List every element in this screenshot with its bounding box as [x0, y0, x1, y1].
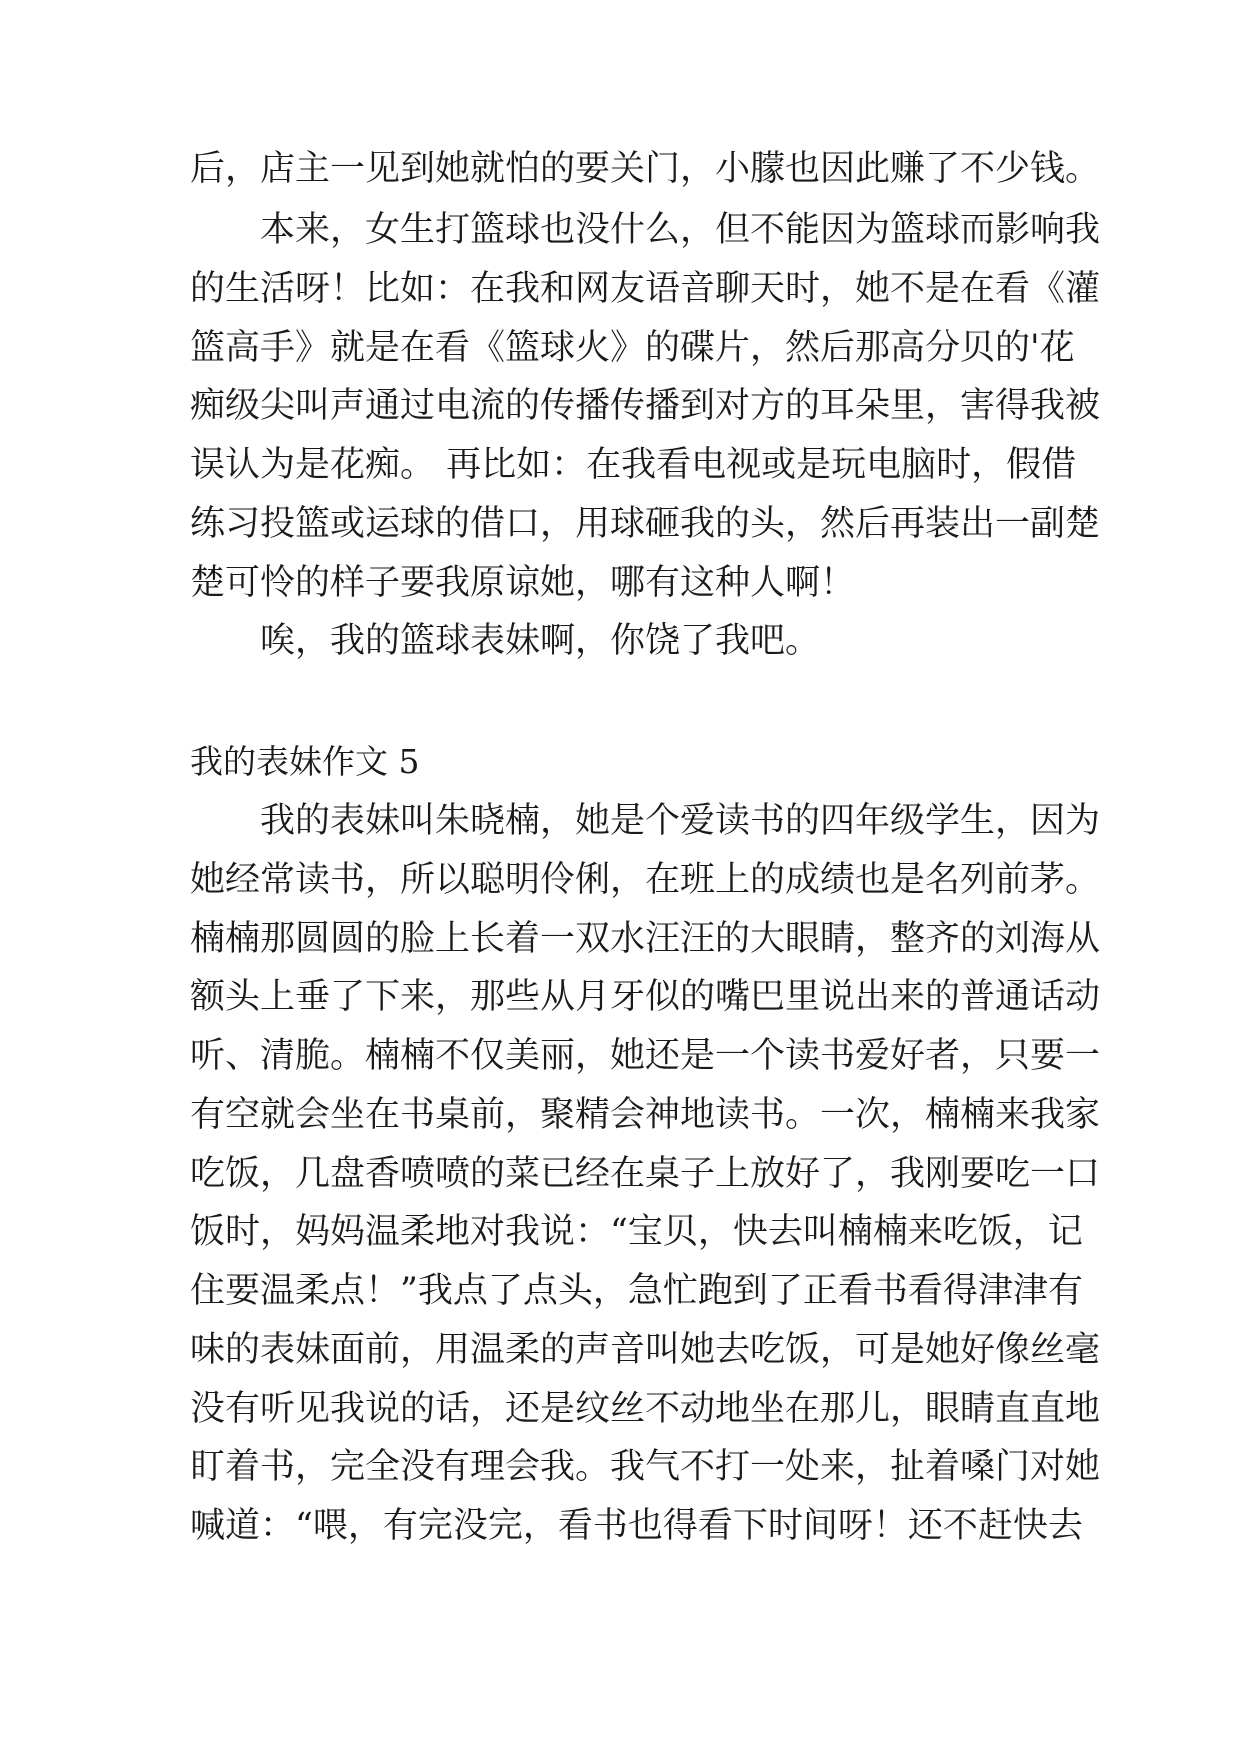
text-line: 听、清脆。楠楠不仅美丽，她还是一个读书爱好者，只要一: [190, 1036, 1101, 1076]
section-heading: 我的表妹作文 5: [190, 742, 420, 781]
text-line: 饭时，妈妈温柔地对我说：“宝贝，快去叫楠楠来吃饭，记: [190, 1212, 1083, 1252]
text-line: 她经常读书，所以聪明伶俐，在班上的成绩也是名列前茅。: [190, 860, 1101, 900]
text-line: 唉，我的篮球表妹啊，你饶了我吧。: [260, 621, 821, 661]
text-line: 我的表妹叫朱晓楠，她是个爱读书的四年级学生，因为: [260, 801, 1101, 841]
text-line: 楠楠那圆圆的脸上长着一双水汪汪的大眼睛，整齐的刘海从: [190, 919, 1101, 959]
text-line: 练习投篮或运球的借口，用球砸我的头，然后再装出一副楚: [190, 504, 1101, 544]
text-line: 味的表妹面前，用温柔的声音叫她去吃饭，可是她好像丝毫: [190, 1330, 1101, 1370]
text-line: 本来，女生打篮球也没什么，但不能因为篮球而影响我: [260, 210, 1101, 250]
text-line: 痴级尖叫声通过电流的传播传播到对方的耳朵里，害得我被: [190, 386, 1101, 426]
text-line: 住要温柔点！”我点了点头，急忙跑到了正看书看得津津有: [190, 1271, 1083, 1311]
text-line: 后，店主一见到她就怕的要关门，小朦也因此赚了不少钱。: [190, 149, 1101, 189]
text-line: 盯着书，完全没有理会我。我气不打一处来，扯着嗓门对她: [190, 1447, 1101, 1487]
text-line: 篮高手》就是在看《篮球火》的碟片，然后那高分贝的'花: [190, 328, 1075, 368]
text-line: 没有听见我说的话，还是纹丝不动地坐在那儿，眼睛直直地: [190, 1389, 1101, 1429]
text-line: 误认为是花痴。 再比如：在我看电视或是玩电脑时，假借: [190, 445, 1077, 485]
text-line: 有空就会坐在书桌前，聚精会神地读书。一次，楠楠来我家: [190, 1095, 1101, 1135]
text-line: 喊道：“喂，有完没完，看书也得看下时间呀！还不赶快去: [190, 1506, 1083, 1546]
text-line: 额头上垂了下来，那些从月牙似的嘴巴里说出来的普通话动: [190, 977, 1101, 1017]
text-line: 的生活呀！比如：在我和网友语音聊天时，她不是在看《灌: [190, 269, 1101, 309]
text-line: 楚可怜的样子要我原谅她，哪有这种人啊！: [190, 563, 856, 603]
text-line: 吃饭，几盘香喷喷的菜已经在桌子上放好了，我刚要吃一口: [190, 1154, 1101, 1194]
